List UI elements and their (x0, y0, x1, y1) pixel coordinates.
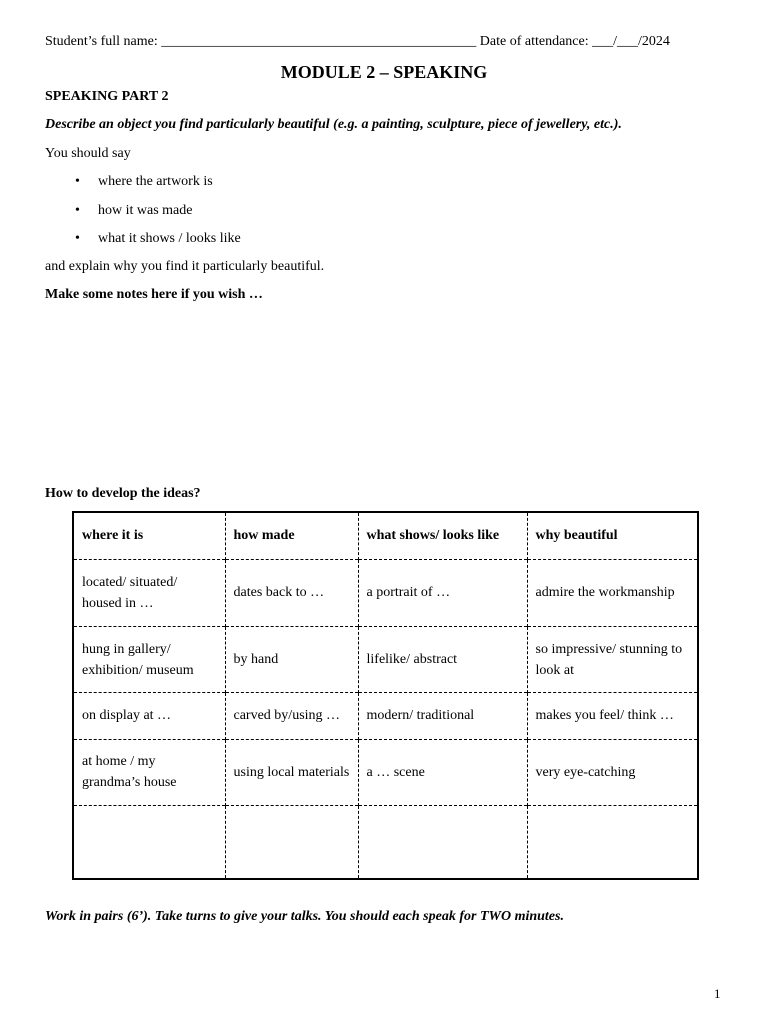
bullet-text: where the artwork is (98, 174, 213, 189)
table-row (73, 693, 698, 739)
bullet-item (75, 229, 241, 258)
bullet-icon: • (75, 231, 80, 246)
column-header: where it is (82, 528, 144, 544)
table-cell: admire the workmanship (527, 559, 698, 626)
name-label: Student’s full name: (45, 34, 158, 49)
table-cell: a … scene (358, 739, 527, 805)
ideas-table (72, 511, 699, 880)
date-value: ___/___/2024 (592, 34, 670, 49)
table-cell (358, 806, 527, 880)
bullet-item (75, 172, 241, 201)
name-blank: _____________________________________________ (161, 34, 477, 49)
table-cell: at home / my grandma’s house (73, 739, 225, 805)
table-cell: modern/ traditional (358, 693, 527, 739)
column-header: why beautiful (527, 512, 698, 559)
table-cell: very eye-catching (527, 739, 698, 805)
page-number: 1 (714, 986, 721, 1001)
bullet-text: what it shows / looks like (98, 231, 241, 246)
table-cell: carved by/using … (225, 693, 358, 739)
table-cell: lifelike/ abstract (358, 626, 527, 692)
column-header: how made (225, 512, 358, 559)
table-cell: on display at … (73, 693, 225, 739)
table-row-empty (73, 806, 698, 880)
table-row (73, 626, 698, 692)
date-label: Date of attendance: (479, 34, 589, 49)
table-cell: hung in gallery/ exhibition/ museum (73, 626, 225, 692)
table-cell (225, 806, 358, 880)
bullet-text: how it was made (98, 202, 193, 218)
student-info-line (45, 32, 725, 52)
bullet-icon: • (75, 202, 80, 218)
notes-prompt: Make some notes here if you wish … (45, 287, 263, 302)
table-row (73, 739, 698, 805)
table-cell: makes you feel/ think … (527, 693, 698, 739)
section-heading: SPEAKING PART 2 (45, 89, 169, 104)
develop-heading: How to develop the ideas? (45, 486, 201, 501)
explain-line: and explain why you find it particularly beautiful. (45, 259, 325, 274)
table-cell: by hand (225, 626, 358, 692)
cue-card-bullets (75, 172, 241, 258)
table-cell: using local materials (225, 739, 358, 805)
you-should-say: You should say (45, 146, 131, 161)
table-cell: dates back to … (225, 559, 358, 626)
column-header: what shows/ looks like (358, 512, 527, 559)
task-prompt: Describe an object you find particularly beautiful (e.g. a painting, sculpture, piece of jewellery, etc.). (45, 117, 622, 132)
table-header-row (73, 512, 698, 559)
bullet-icon: • (75, 174, 80, 189)
page-title: MODULE 2 – SPEAKING (280, 62, 488, 82)
table-cell: located/ situated/ housed in … (73, 559, 225, 626)
table-cell: a portrait of … (358, 559, 527, 626)
bullet-item (75, 201, 241, 230)
table-cell (73, 806, 225, 880)
table-cell (527, 806, 698, 880)
table-row (73, 559, 698, 626)
table-cell: so impressive/ stunning to look at (527, 626, 698, 692)
pair-work-instruction: Work in pairs (6’). Take turns to give your talks. You should each speak for TWO minutes. (45, 909, 564, 924)
